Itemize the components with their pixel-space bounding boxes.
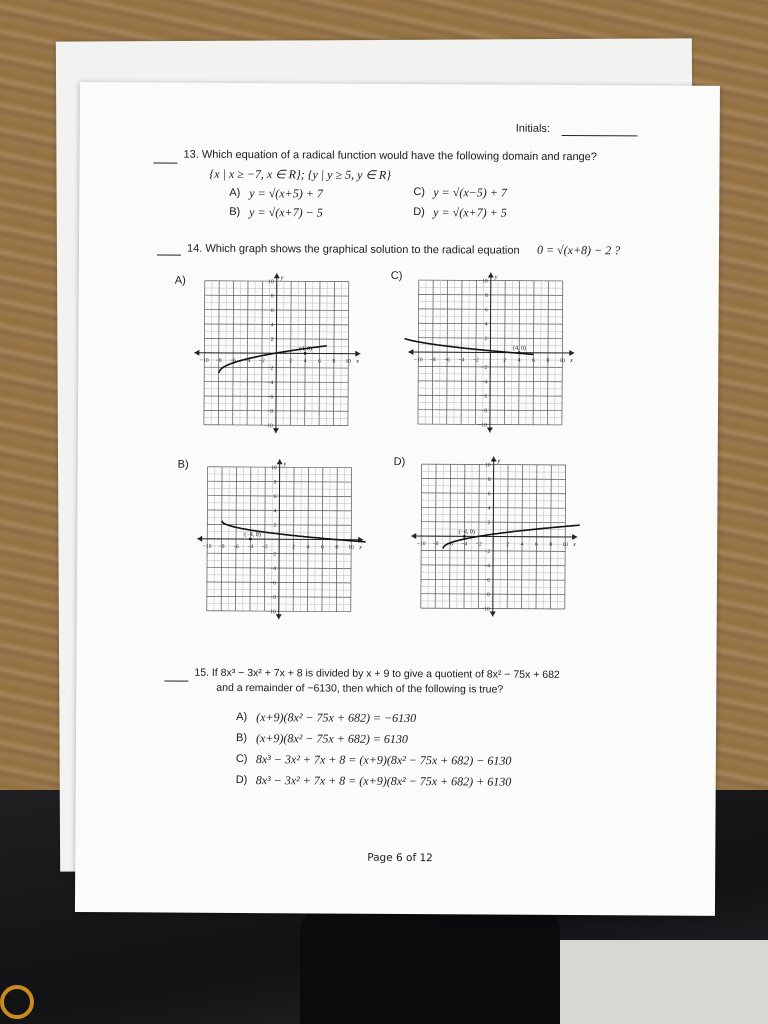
y-axis-label: y	[283, 461, 287, 468]
y-tick-label: −2	[270, 551, 277, 558]
x-tick-label: −4	[461, 541, 468, 548]
x-tick-label: −2	[258, 358, 265, 365]
y-tick-label: −10	[264, 423, 273, 430]
y-tick-label: −6	[481, 393, 488, 400]
y-tick-label: 4	[270, 322, 274, 329]
q14-graph-d-label: D)	[393, 455, 406, 468]
y-axis	[279, 459, 280, 619]
y-axis-label: y	[494, 274, 498, 281]
y-tick-label: −10	[481, 606, 490, 613]
graph-b	[193, 455, 384, 626]
y-axis	[490, 273, 491, 433]
x-tick-label: 4	[520, 541, 524, 548]
q13-option-b: y = √(x+7) − 5	[249, 205, 323, 220]
x-tick-label: 10	[559, 357, 566, 364]
y-tick-label: −4	[484, 563, 491, 570]
page-number: Page 6 of 12	[367, 851, 433, 865]
solution-point-label: (4, 0)	[513, 345, 527, 352]
y-tick-label: 10	[271, 465, 277, 472]
x-tick-label: −4	[458, 357, 465, 364]
q13-option-a-label: A)	[229, 186, 241, 199]
x-tick-label: 4	[303, 358, 307, 365]
q13-option-d: y = √(x+7) + 5	[433, 205, 507, 220]
y-tick-label: −2	[267, 365, 274, 372]
y-axis	[493, 457, 494, 617]
coordinate-grid-3	[407, 452, 598, 623]
q13-option-d-label: D)	[413, 206, 425, 219]
x-axis-label: x	[356, 358, 359, 365]
graph-d	[407, 452, 598, 623]
x-tick-label: −2	[475, 541, 482, 548]
x-tick-label: 2	[292, 544, 295, 551]
y-tick-label: −8	[481, 408, 488, 415]
graph-a	[190, 269, 381, 440]
y-tick-label: 6	[484, 307, 488, 314]
y-tick-label: 8	[273, 479, 277, 486]
y-tick-label: 8	[484, 292, 488, 299]
x-tick-label: 2	[503, 357, 507, 364]
floor-tile	[560, 940, 768, 1024]
q15-prompt-line1: 15. If 8x³ − 3x² + 7x + 8 is divided by x + 9 to give a quotient of 8x² − 75x + 682	[194, 666, 560, 681]
x-tick-label: −2	[472, 357, 479, 364]
y-tick-label: 10	[482, 278, 488, 285]
y-tick-label: −6	[267, 394, 274, 401]
x-tick-label: −8	[429, 357, 436, 364]
x-tick-label: −8	[215, 357, 222, 364]
graph-c	[404, 268, 595, 439]
y-axis-label: y	[280, 275, 284, 282]
q14-graph-c-label: C)	[390, 269, 403, 282]
y-tick-label: 8	[270, 293, 274, 300]
y-tick-label: −4	[481, 379, 488, 386]
x-tick-label: −6	[447, 541, 453, 548]
q13-option-a: y = √(x+5) + 7	[249, 186, 323, 201]
x-tick-label: −4	[244, 358, 251, 365]
y-axis-label: y	[497, 458, 501, 465]
x-axis-label: x	[573, 542, 576, 549]
coordinate-grid-1	[404, 268, 595, 439]
x-tick-label: 10	[562, 541, 568, 548]
y-tick-label: −4	[270, 565, 277, 573]
worksheet-page	[75, 82, 720, 916]
x-tick-label: −6	[233, 543, 239, 550]
y-tick-label: 6	[487, 491, 491, 498]
x-tick-label: −2	[261, 544, 268, 551]
q14-equation: 0 = √(x+8) − 2 ?	[536, 242, 621, 258]
x-tick-label: 6	[534, 541, 538, 548]
solution-point-label: (−4, 0)	[244, 532, 261, 539]
x-tick-label: 6	[532, 357, 535, 364]
x-tick-label: 2	[289, 358, 293, 365]
q15-option-b: (x+9)(8x² − 75x + 682) = 6130	[255, 731, 408, 747]
y-tick-label: 4	[484, 321, 488, 328]
y-tick-label: −8	[269, 594, 276, 601]
coordinate-grid-2	[193, 455, 384, 626]
q13-answer-blank[interactable]	[154, 162, 178, 163]
q14-graph-b-label: B)	[177, 458, 189, 471]
solution-point-label: (4, 0)	[299, 346, 313, 353]
x-tick-label: 8	[546, 357, 550, 364]
q15-option-d: 8x³ − 3x² + 7x + 8 = (x+9)(8x² − 75x + 682) + 6130	[255, 773, 512, 789]
q15-option-a-label: A)	[236, 710, 248, 724]
q13-prompt: 13. Which equation of a radical function would have the following domain and range?	[183, 148, 597, 164]
initials-label: Initials:	[515, 122, 551, 135]
x-tick-label: 4	[306, 544, 310, 551]
q15-option-b-label: B)	[235, 731, 248, 745]
y-tick-label: −6	[270, 580, 276, 587]
x-tick-label: −6	[444, 357, 451, 364]
x-tick-label: 8	[332, 358, 336, 365]
q15-option-a: (x+9)(8x² − 75x + 682) = −6130	[256, 710, 417, 726]
initials-blank[interactable]	[562, 135, 638, 136]
orange-ring-object	[0, 985, 34, 1019]
q14-answer-blank[interactable]	[157, 254, 181, 255]
y-tick-label: −6	[484, 577, 490, 584]
q15-answer-blank[interactable]	[164, 681, 188, 682]
y-tick-label: 10	[485, 462, 491, 469]
x-tick-label: 8	[335, 544, 339, 551]
y-tick-label: −2	[481, 364, 488, 371]
coordinate-grid-0	[190, 269, 381, 440]
x-tick-label: −10	[413, 357, 423, 364]
x-tick-label: −10	[202, 543, 212, 550]
x-axis	[408, 352, 574, 353]
x-axis-label: x	[359, 544, 362, 551]
y-tick-label: −2	[484, 548, 491, 555]
chair-base	[300, 910, 560, 1024]
x-tick-label: −4	[247, 544, 254, 551]
q13-option-c: y = √(x−5) + 7	[433, 185, 507, 200]
y-tick-label: −8	[483, 592, 490, 599]
q15-option-d-label: D)	[235, 773, 248, 787]
x-tick-label: 6	[320, 544, 324, 551]
y-tick-label: −10	[478, 422, 487, 429]
x-tick-label: −8	[218, 543, 225, 550]
y-tick-label: 2	[484, 336, 488, 343]
q13-option-b-label: B)	[229, 205, 241, 218]
x-axis-label: x	[570, 358, 573, 365]
x-tick-label: −8	[432, 541, 439, 548]
q13-option-c-label: C)	[413, 186, 425, 199]
y-tick-label: 4	[487, 505, 491, 512]
x-tick-label: −10	[416, 541, 426, 548]
solution-point-label: (−4, 0)	[458, 529, 475, 536]
y-tick-label: −8	[267, 408, 274, 415]
q15-option-c-label: C)	[235, 752, 248, 766]
q14-prompt: 14. Which graph shows the graphical solution to the radical equation	[186, 242, 520, 257]
x-tick-label: 4	[517, 357, 521, 364]
y-tick-label: 8	[487, 476, 491, 483]
x-tick-label: 10	[348, 544, 354, 551]
x-tick-label: 6	[318, 358, 321, 365]
q14-graph-a-label: A)	[174, 274, 186, 287]
y-tick-label: 2	[270, 336, 274, 343]
q15-prompt-line2: and a remainder of −6130, then which of the following is true?	[216, 681, 504, 696]
y-tick-label: 6	[273, 493, 277, 501]
y-tick-label: −10	[267, 609, 276, 616]
y-tick-label: −4	[267, 379, 274, 386]
x-tick-label: 10	[345, 358, 352, 365]
x-tick-label: 8	[549, 541, 553, 548]
y-tick-label: 10	[268, 279, 274, 286]
y-tick-label: 4	[273, 508, 277, 515]
y-tick-label: 2	[487, 520, 491, 527]
q13-domain-range: {x | x ≥ −7, x ∈ R}; {y | y ≥ 5, y ∈ R}	[209, 166, 392, 182]
x-axis	[411, 536, 577, 537]
y-tick-label: 6	[270, 307, 274, 314]
x-tick-label: −6	[230, 357, 237, 364]
y-tick-label: 2	[273, 522, 277, 529]
x-tick-label: 2	[506, 541, 509, 548]
x-tick-label: −10	[199, 357, 209, 364]
q15-option-c: 8x³ − 3x² + 7x + 8 = (x+9)(8x² − 75x + 682) − 6130	[255, 752, 512, 768]
